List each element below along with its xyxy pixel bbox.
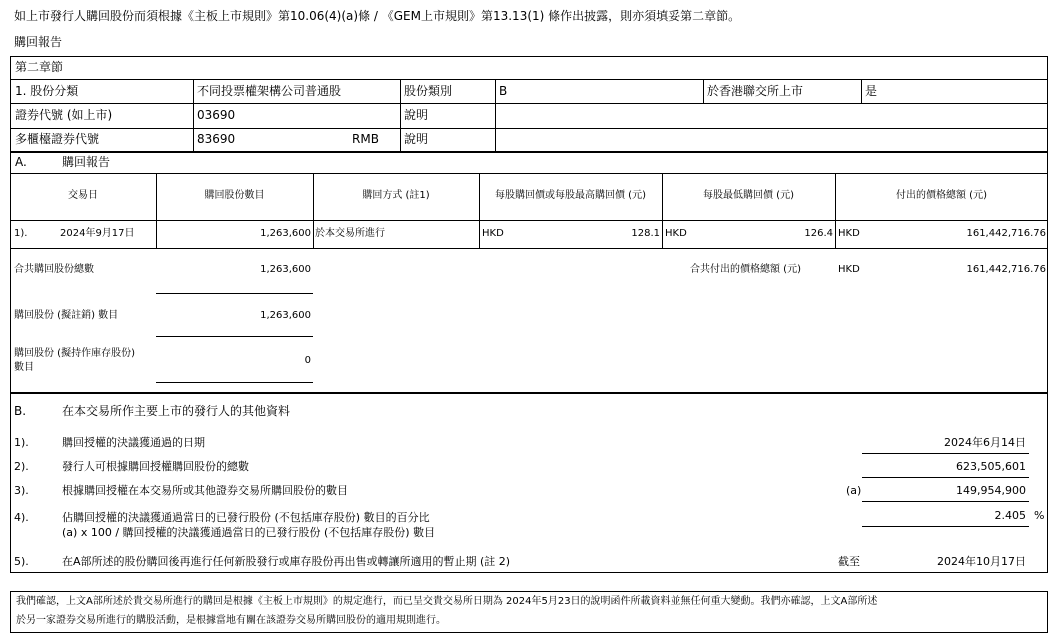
header-shares-repurchased: 購回股份數目 [204,190,265,201]
section-two-box [10,56,1048,152]
report-title: 購回報告 [14,35,63,49]
resolution-date-value: 2024年6月14日 [944,436,1026,449]
list-item-index: 3). [14,484,29,497]
marker-a: (a) [846,484,862,497]
multi-counter-code-label: 多櫃檯證券代號 [15,132,100,146]
header-lowest-price: 每股最低購回價 (元) [703,190,794,201]
moratorium-date-value: 2024年10月17日 [937,555,1026,568]
header-highest-price: 每股購回價或每股最高購回價 (元) [495,190,646,201]
stock-code-label: 證券代號 (如上市) [15,108,113,122]
percentage-value: 2.405 [994,509,1026,522]
stock-code-value: 03690 [197,108,236,122]
row-low-price: 126.4 [804,228,833,239]
mandate-total-value: 623,505,601 [956,460,1026,473]
treasury-shares-value: 0 [304,355,311,366]
total-shares-value: 1,263,600 [260,264,311,275]
row-total-paid: 161,442,716.76 [966,228,1046,239]
percentage-formula: (a) x 100 / 購回授權的決議獲通過當日的已發行股份 (不包括庫存股份) 數目 [62,526,436,539]
row-method: 於本交易所進行 [315,228,385,239]
section-b-letter: B. [14,404,27,418]
header-total-paid: 付出的價格總額 (元) [896,190,987,201]
moratorium-until-marker: 截至 [838,555,860,568]
header-trade-date: 交易日 [68,190,98,201]
list-item-index: 1). [14,436,29,449]
list-item-index: 4). [14,511,29,524]
confirmation-line-2: 於另一家證券交易所進行的購股活動，是根據當地有關在該證券交易所購回股份的適用規則進行。 [16,615,446,626]
row-high-price: 128.1 [631,228,660,239]
section-b-box [10,393,1048,573]
description-label: 說明 [404,108,429,122]
resolution-date-label: 購回授權的決議獲通過的日期 [62,436,205,449]
mandate-total-label: 發行人可根據購回授權購回股份的總數 [62,460,249,473]
header-repurchase-method: 購回方式 (註1) [362,190,430,201]
multi-counter-code-value: 83690 [197,132,236,146]
share-class-value: 不同投票權架構公司普通股 [197,84,342,98]
total-paid-value: 161,442,716.76 [966,264,1046,275]
section-a-title: 購回報告 [62,155,111,169]
share-class-label: 1. 股份分類 [15,84,79,98]
repurchased-under-mandate-value: 149,954,900 [956,484,1026,497]
row-trade-date: 2024年9月17日 [60,228,135,239]
share-type-value: B [499,84,508,98]
confirmation-line-1: 我們確認，上文A部所述於貴交易所進行的購回是根據《主板上市規則》的規定進行，而已呈交貴交易所日期為 2024年5月23日的說明函件所載資料並無任何重大變動。我們亦確認，上文A部所述 [16,596,878,607]
moratorium-label: 在A部所述的股份購回後再進行任何新股發行或庫存股份再出售或轉讓所適用的暫止期 (註 2) [62,555,511,568]
total-paid-currency: HKD [838,264,860,275]
treasury-shares-label: 購回股份 (擬持作庫存股份) [14,348,135,359]
list-item-index: 5). [14,555,29,568]
share-type-label: 股份類別 [404,84,453,98]
section-two-title: 第二章節 [15,60,64,74]
total-shares-label: 合共購回股份總數 [14,264,94,275]
description-label: 說明 [404,132,429,146]
row-total-currency: HKD [838,228,860,239]
row-high-currency: HKD [482,228,504,239]
cancel-shares-value: 1,263,600 [260,310,311,321]
cancel-shares-label: 購回股份 (擬註銷) 數目 [14,310,119,321]
row-index: 1). [14,228,28,239]
total-paid-label: 合共付出的價格總額 (元) [690,264,801,275]
intro-text: 如上市發行人購回股份而須根據《主板上市規則》第10.06(4)(a)條 / 《GEM上市規則》第13.13(1) 條作出披露，則亦須填妥第二章節。 [14,9,741,23]
treasury-shares-label-line2: 數目 [14,362,34,373]
list-item-index: 2). [14,460,29,473]
repurchased-under-mandate-label: 根據購回授權在本交易所或其他證券交易所購回股份的數目 [62,484,348,497]
hk-listed-value: 是 [865,84,878,98]
percent-unit: % [1034,509,1045,522]
section-a-letter: A. [15,155,27,169]
percentage-label: 佔購回授權的決議獲通過當日的已發行股份 (不包括庫存股份) 數目的百分比 [62,511,430,524]
row-low-currency: HKD [665,228,687,239]
multi-counter-currency: RMB [352,132,379,146]
section-b-title: 在本交易所作主要上市的發行人的其他資料 [62,404,291,418]
row-shares: 1,263,600 [260,228,311,239]
hk-listed-label: 於香港聯交所上市 [707,84,804,98]
